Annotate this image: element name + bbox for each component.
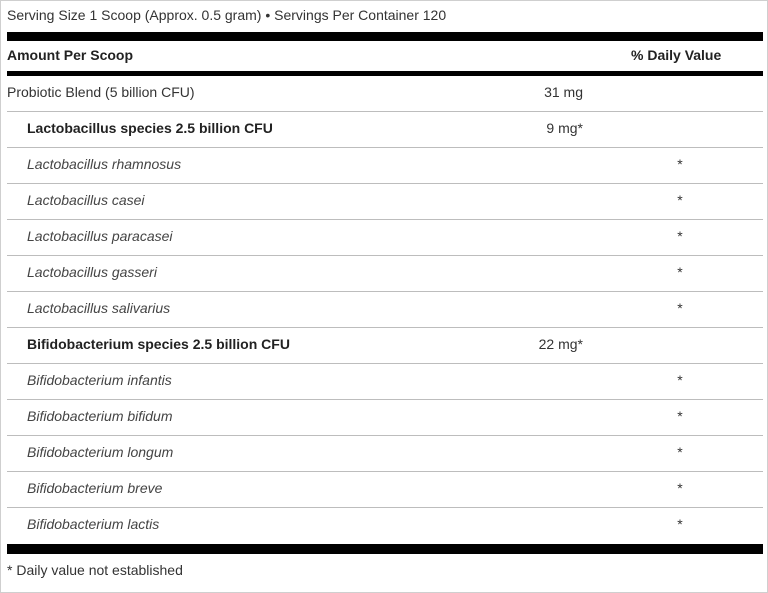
table-row bbox=[7, 508, 763, 543]
row-dv: * bbox=[677, 300, 683, 316]
row-dv: * bbox=[677, 192, 683, 208]
row-name: Lactobacillus rhamnosus bbox=[27, 156, 182, 172]
row-name: Bifidobacterium breve bbox=[27, 480, 163, 496]
table-row bbox=[7, 472, 763, 508]
bottom-divider-bar bbox=[7, 544, 763, 554]
row-dv: * bbox=[677, 480, 683, 496]
amount-per-scoop-header: Amount Per Scoop bbox=[7, 47, 134, 63]
row-name: Bifidobacterium infantis bbox=[27, 372, 172, 388]
row-name: Lactobacillus gasseri bbox=[27, 264, 157, 280]
row-dv: * bbox=[677, 408, 683, 424]
serving-info: Serving Size 1 Scoop (Approx. 0.5 gram) • Servings Per Container 120 bbox=[7, 7, 447, 23]
table-row bbox=[7, 400, 763, 436]
table-row bbox=[7, 220, 763, 256]
table-row bbox=[7, 436, 763, 472]
row-name: Lactobacillus paracasei bbox=[27, 228, 173, 244]
row-dv: * bbox=[677, 516, 683, 532]
table-row-lactobacillus-species bbox=[7, 112, 763, 148]
top-divider-bar bbox=[7, 32, 763, 41]
daily-value-header: % Daily Value bbox=[631, 47, 722, 63]
row-name: Bifidobacterium bifidum bbox=[27, 408, 173, 424]
table-row-bifidobacterium-species bbox=[7, 328, 763, 364]
row-amount: 22 mg* bbox=[538, 336, 583, 352]
row-dv: * bbox=[677, 156, 683, 172]
nutrient-table bbox=[7, 76, 763, 543]
row-name: Lactobacillus salivarius bbox=[27, 300, 171, 316]
table-row bbox=[7, 184, 763, 220]
table-row-probiotic-blend bbox=[7, 76, 763, 112]
row-dv: * bbox=[677, 444, 683, 460]
table-row bbox=[7, 256, 763, 292]
row-dv: * bbox=[677, 264, 683, 280]
row-name: Lactobacillus species 2.5 billion CFU bbox=[27, 120, 273, 136]
row-name: Bifidobacterium species 2.5 billion CFU bbox=[27, 336, 290, 352]
table-row bbox=[7, 292, 763, 328]
row-dv: * bbox=[677, 372, 683, 388]
row-name: Probiotic Blend (5 billion CFU) bbox=[7, 84, 195, 100]
table-row bbox=[7, 364, 763, 400]
footnote: * Daily value not established bbox=[7, 562, 183, 578]
row-amount: 9 mg* bbox=[546, 120, 583, 136]
table-header bbox=[7, 41, 763, 71]
row-name: Bifidobacterium longum bbox=[27, 444, 174, 460]
row-dv: * bbox=[677, 228, 683, 244]
row-amount: 31 mg bbox=[544, 84, 583, 100]
row-name: Lactobacillus casei bbox=[27, 192, 145, 208]
table-row bbox=[7, 148, 763, 184]
row-name: Bifidobacterium lactis bbox=[27, 516, 160, 532]
